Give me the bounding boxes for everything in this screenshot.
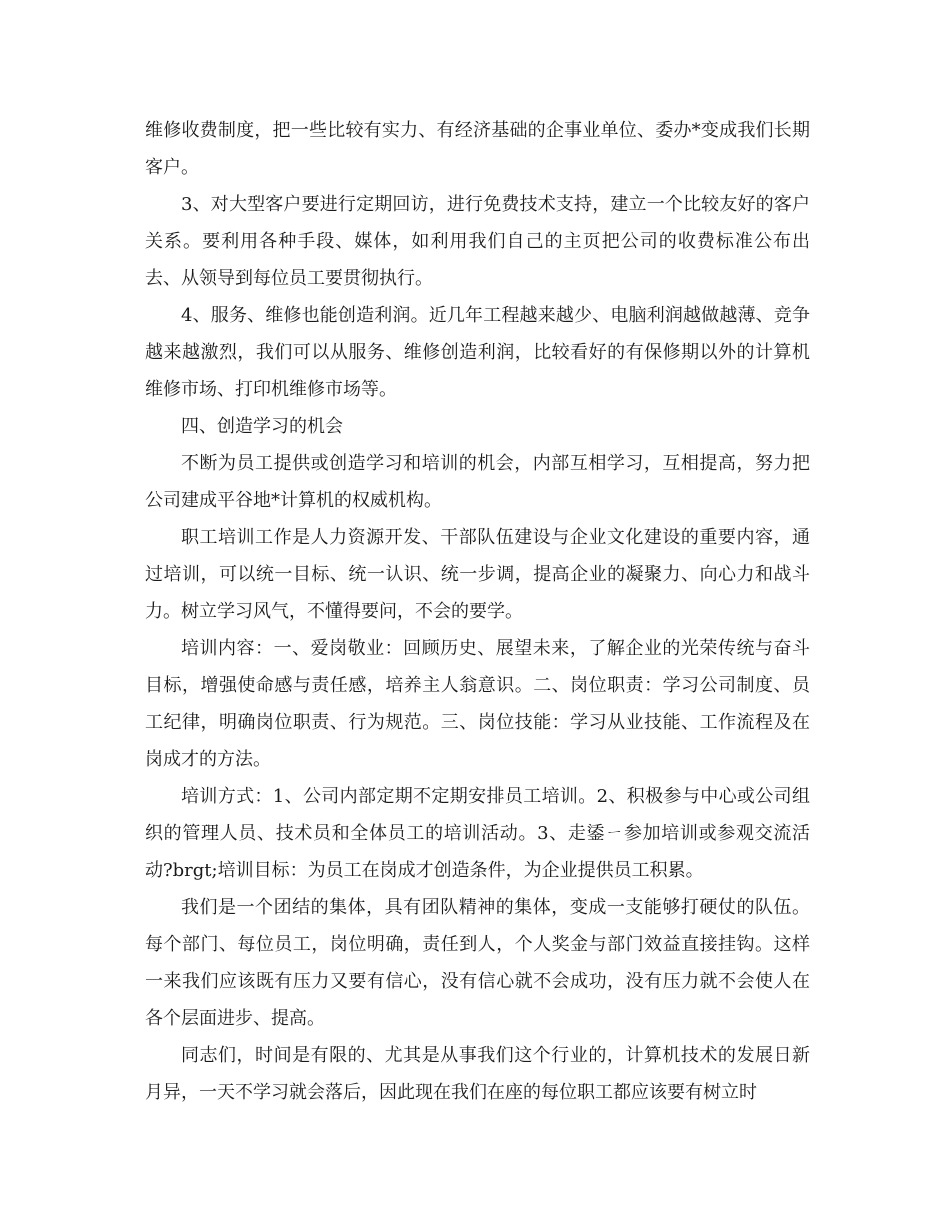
paragraph-1: 维修收费制度，把一些比较有实力、有经济基础的企事业单位、委办*变成我们长期客户。 (145, 120, 810, 178)
paragraph-3: 4、服务、维修也能创造利润。近几年工程越来越少、电脑利润越做越薄、竞争越来越激烈，我们可以从服务、维修创造利润，比较看好的有保修期以外的计算机维修市场、打印机维修市场等。 (145, 305, 810, 400)
paragraph-10: 同志们，时间是有限的、尤其是从事我们这个行业的，计算机技术的发展日新月异，一天不学习就会落后，因此现在我们在座的每位职工都应该要有树立时 (145, 1045, 810, 1103)
paragraph-5: 不断为员工提供或创造学习和培训的机会，内部互相学习，互相提高，努力把公司建成平谷地*计算机的权威机构。 (145, 453, 810, 511)
paragraph-6: 职工培训工作是人力资源开发、干部队伍建设与企业文化建设的重要内容，通过培训，可以统一目标、统一认识、统一步调，提高企业的凝聚力、向心力和战斗力。树立学习风气，不懂得要问，不会的要学。 (145, 527, 810, 622)
paragraph-2: 3、对大型客户要进行定期回访，进行免费技术支持，建立一个比较友好的客户关系。要利用各种手段、媒体，如利用我们自己的主页把公司的收费标准公布出去、从领导到每位员工要贯彻执行。 (145, 194, 810, 289)
document-body (145, 112, 810, 1111)
paragraph-7: 培训内容：一、爱岗敬业：回顾历史、展望未来，了解企业的光荣传统与奋斗目标，增强使命感与责任感，培养主人翁意识。二、岗位职责：学习公司制度、员工纪律，明确岗位职责、行为规范。三、岗位技能：学习从业技能、工作流程及在岗成才的方法。 (145, 638, 810, 770)
paragraph-8: 培训方式：1、公司内部定期不定期安排员工培训。2、积极参与中心或公司组织的管理人员、技术员和全体员工的培训活动。3、走鋈ㄧ参加培训或参观交流活动?brgt;培训目标：为员工在岗成才创造条件，为企业提供员工积累。 (145, 786, 810, 881)
section-heading: 四、创造学习的机会 (181, 416, 343, 437)
paragraph-9: 我们是一个团结的集体，具有团队精神的集体，变成一支能够打硬仗的队伍。每个部门、每位员工，岗位明确，责任到人，个人奖金与部门效益直接挂钩。这样一来我们应该既有压力又要有信心，没有信心就不会成功，没有压力就不会使人在各个层面进步、提高。 (145, 897, 810, 1029)
